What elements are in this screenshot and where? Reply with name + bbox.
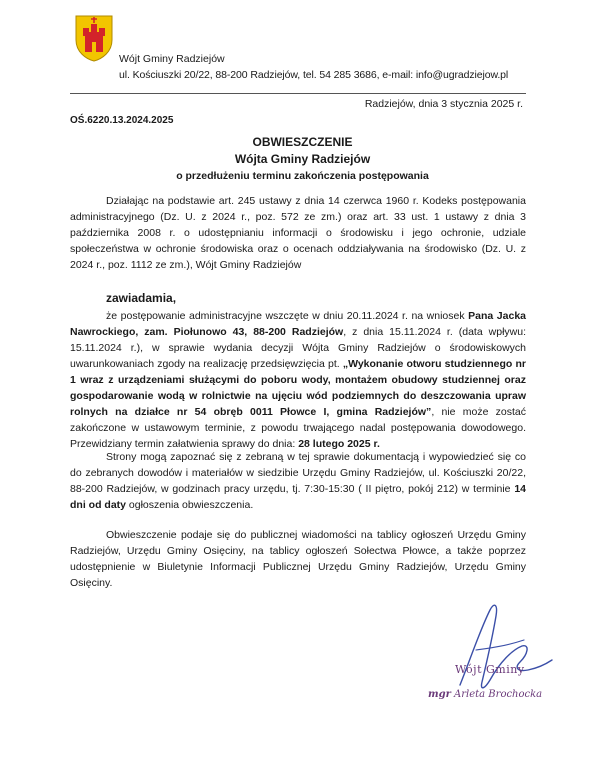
notice-text-1: że postępowanie administracyjne wszczęte w dniu 20.11.2024 r. na wniosek: [106, 310, 469, 322]
notice-text-3: , nie może zostać zakończone w ustawowym terminie, z powodu trwającego nadal postępowania dowodowego. Przewidziany termin załatwienia sprawy do dnia:: [70, 406, 526, 450]
header-org-name: Wójt Gminy Radziejów: [119, 53, 225, 65]
coat-of-arms-icon: [74, 14, 114, 62]
case-reference: OŚ.6220.13.2024.2025: [70, 115, 174, 126]
applicant-name: Pana Jacka Nawrockiego, zam. Piołunowo 43, 88-200 Radziejów: [70, 310, 526, 338]
stamp-name: Arleta Brochocka: [454, 689, 543, 700]
notice-text-2: , z dnia 15.11.2024 r. (data wpływu: 15.11.2024 r.), w sprawie wydania decyzji Wójta Gminy Radziejów o środowiskowych uwarunkowaniach zgody na realizację przedsięwzięcia pt.: [70, 326, 526, 370]
deadline-date: 28 lutego 2025 r.: [298, 438, 380, 450]
documentation-text-1: Strony mogą zapoznać się z zebraną w tej sprawie dokumentacją i wypowiedzieć się co do zebranych dowodów i materiałów w siedzibie Urzędu Gminy Radziejów, ul. Kościuszki 20/22, 88-200 Radziejów, w godzinach pracy urzędu, tj. 7:30-15:30 ( II piętro, pokój 212) w terminie: [70, 451, 526, 495]
project-title: „Wykonanie otworu studziennego nr 1 wraz z urządzeniami służącymi do poboru wody, montażem obudowy studziennej oraz gospodarowanie wodą w rolnictwie na ujęciu wód podziemnych do deszczowania upraw rolnych na działce nr 54 obręb 0011 Płowce I, gmina Radziejów”: [70, 358, 526, 418]
paragraph-documentation: [70, 449, 526, 513]
paragraph-notice: [70, 308, 526, 452]
paragraph-publication: [70, 527, 526, 591]
document-date: Radziejów, dnia 3 stycznia 2025 r.: [364, 98, 523, 110]
stamp-signatory: [428, 689, 542, 700]
stamp-title: Wójt Gminy: [455, 663, 525, 676]
stamp-degree: mgr: [428, 689, 451, 700]
notice-heading: zawiadamia,: [106, 291, 177, 305]
documentation-text-2: ogłoszenia obwieszczenia.: [126, 499, 254, 511]
title-line-3: o przedłużeniu terminu zakończenia postępowania: [176, 170, 429, 182]
header-address: ul. Kościuszki 20/22, 88-200 Radziejów, tel. 54 285 3686, e-mail: info@ugradziejow.pl: [119, 69, 509, 81]
paragraph-legal-basis: [70, 193, 526, 273]
paragraph-legal-basis-text: Działając na podstawie art. 245 ustawy z dnia 14 czerwca 1960 r. Kodeks postępowania administracyjnego (Dz. U. z 2024 r., poz. 572 ze zm.) oraz art. 33 ust. 1 ustawy z dnia 3 października 2008 r. o udostępnianiu informacji o środowisku i jego ochronie, udziale społeczeństwa w ochronie środowiska oraz o ocenach oddziaływania na środowisko (Dz. U. z 2024 r., poz. 1112 ze zm.), Wójt Gminy Radziejów: [70, 195, 526, 271]
header-divider: [70, 93, 526, 94]
documentation-period: 14 dni od daty: [70, 483, 526, 511]
title-line-1: OBWIESZCZENIE: [252, 135, 353, 149]
publication-text: Obwieszczenie podaje się do publicznej wiadomości na tablicy ogłoszeń Urzędu Gminy Radziejów, Urzędu Gminy Osięciny, na tablicy ogłoszeń Sołectwa Płowce, a także poprzez udostępnienie w Biuletynie Informacji Publicznej Urzędu Gminy Radziejów, Urzędu Gminy Osięciny.: [70, 529, 526, 589]
title-line-2: Wójta Gminy Radziejów: [234, 152, 371, 166]
